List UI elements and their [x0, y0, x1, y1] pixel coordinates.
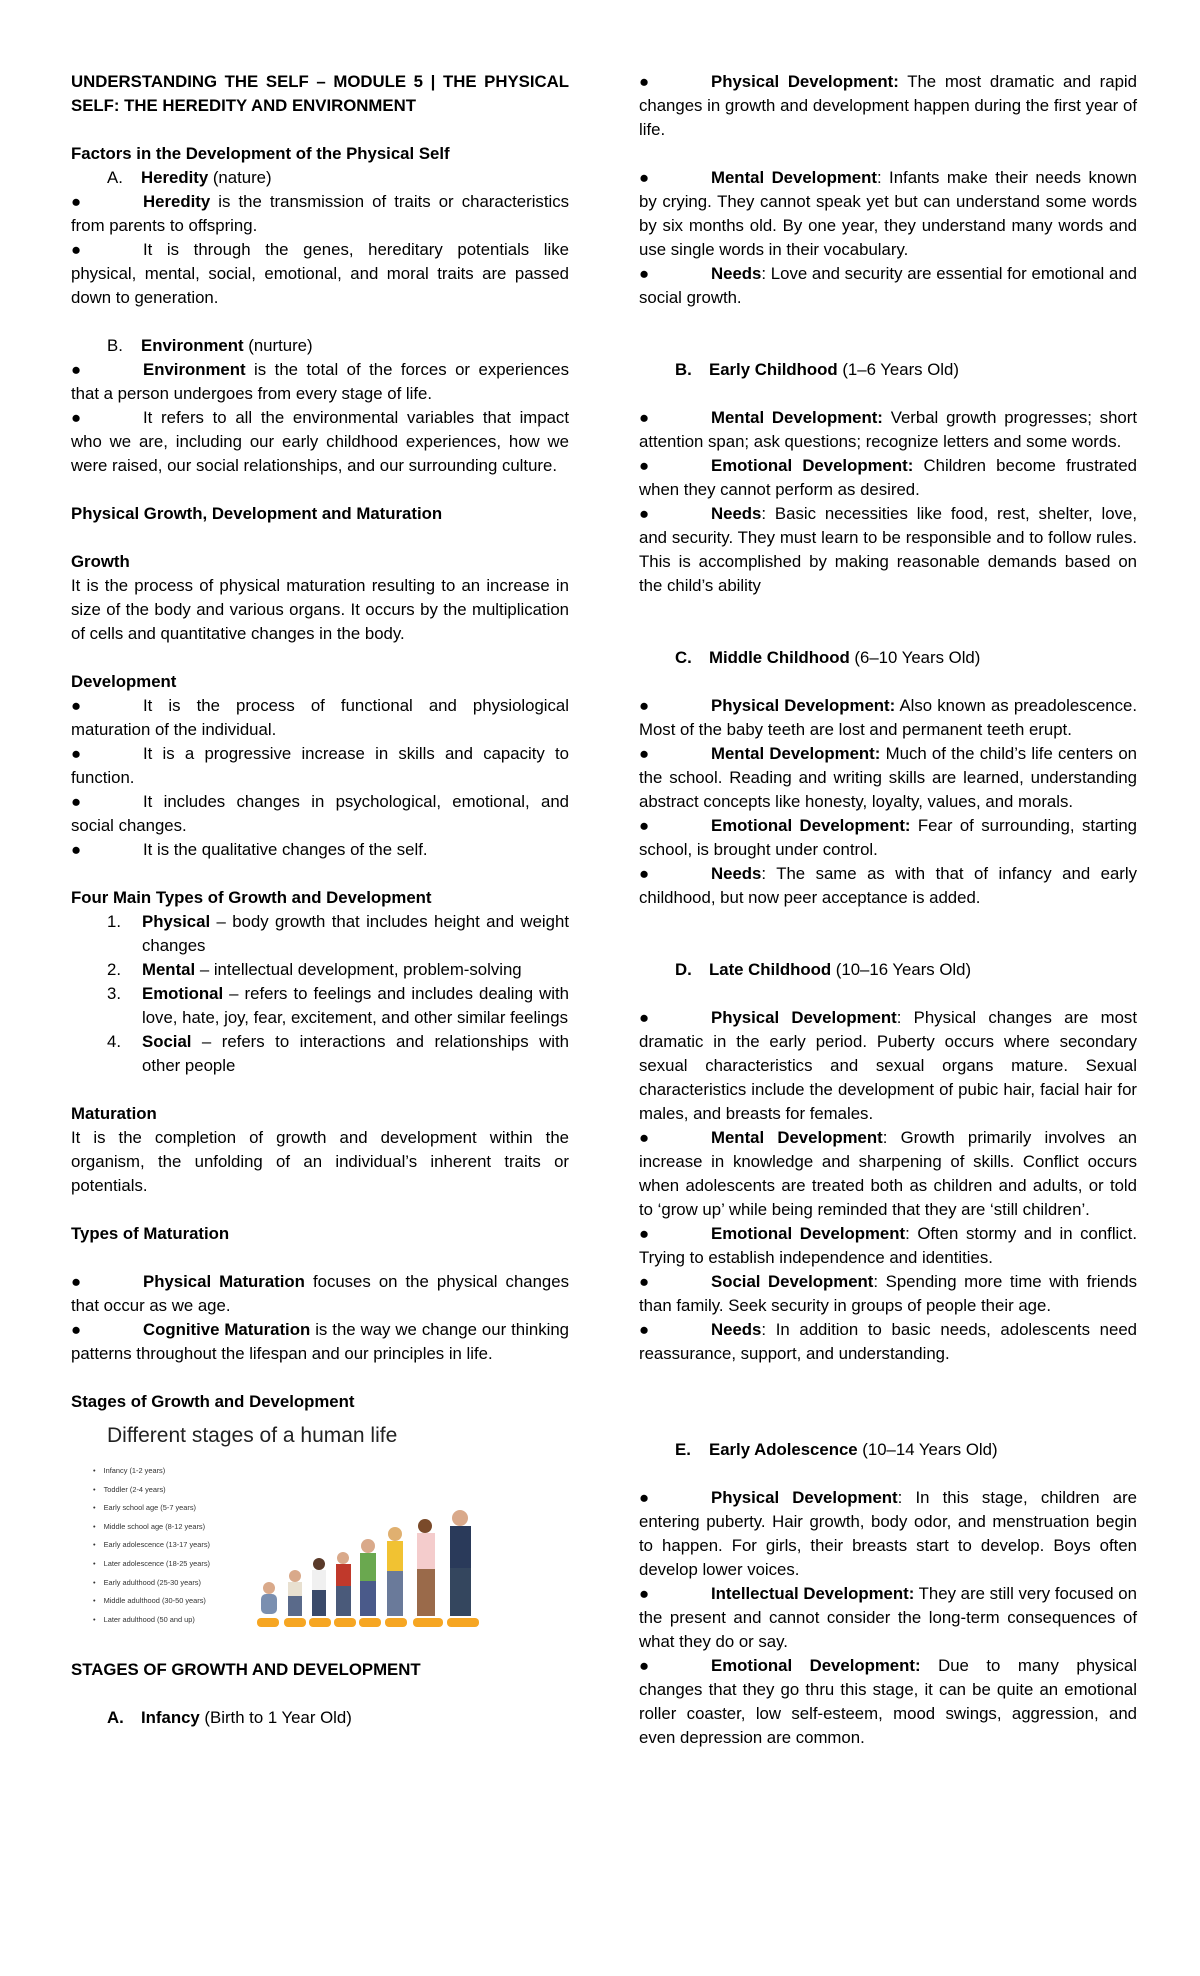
figure-child-red [336, 1552, 351, 1616]
development-bullet-4: ● It is the qualitative changes of the self. [71, 840, 428, 859]
figure-adult-man [450, 1510, 471, 1616]
list-item: 2. Mental – intellectual development, problem-solving [107, 960, 522, 979]
pgdm-heading: Physical Growth, Development and Maturation [71, 504, 443, 523]
early-childhood-emotional: ● Emotional Development: Children become frustrated when they cannot perform as desired. [639, 456, 1137, 499]
types-maturation-heading: Types of Maturation [71, 1224, 230, 1243]
list-item: • Toddler (2-4 years) [93, 1481, 210, 1500]
list-item: • Early adolescence (13-17 years) [93, 1536, 210, 1555]
list-item: • Later adulthood (50 and up) [93, 1611, 210, 1630]
document-title: UNDERSTANDING THE SELF – MODULE 5 | THE PHYSICAL SELF: THE HEREDITY AND ENVIRONMENT [71, 72, 569, 115]
figure-title: Different stages of a human life [107, 1424, 398, 1447]
list-item: • Later adolescence (18-25 years) [93, 1555, 210, 1574]
development-bullet-2: ● It is a progressive increase in skills and capacity to function. [71, 744, 569, 787]
maturation-bullet-2: ● Cognitive Maturation is the way we change our thinking patterns throughout the lifespan and our principles in life. [71, 1320, 569, 1363]
development-bullet-1: ● It is the process of functional and physiological maturation of the individual. [71, 696, 569, 739]
late-childhood-emotional: ● Emotional Development: Often stormy and in conflict. Trying to establish independence and identities. [639, 1224, 1137, 1267]
infancy-needs: ● Needs: Love and security are essential for emotional and social growth. [639, 264, 1137, 307]
early-childhood-needs: ● Needs: Basic necessities like food, rest, shelter, love, and security. They must learn to be responsible and to follow rules. This is accomplished by making reasonable demands based on the child’s ability [639, 504, 1137, 595]
list-item: • Early adulthood (25-30 years) [93, 1574, 210, 1593]
environment-bullet-1: ● Environment is the total of the forces or experiences that a person undergoes from every stage of life. [71, 360, 569, 403]
early-adolescence-emotional: ● Emotional Development: Due to many physical changes that they go thru this stage, it can be quite an emotional roller coaster, low self-esteem, mood swings, aggression, and even depression are common. [639, 1656, 1137, 1747]
list-item: • Infancy (1-2 years) [93, 1462, 210, 1481]
infancy-physical: ● Physical Development: The most dramatic and rapid changes in growth and development happen during the first year of life. [639, 72, 1137, 139]
figure-child [312, 1558, 326, 1616]
age-label-strip [257, 1618, 479, 1627]
four-types-list [71, 910, 569, 1078]
late-childhood-heading: D. Late Childhood (10–16 Years Old) [675, 960, 972, 979]
stages-heading-caps: STAGES OF GROWTH AND DEVELOPMENT [71, 1660, 421, 1679]
late-childhood-mental: ● Mental Development: Growth primarily involves an increase in knowledge and sharpening of skills. Conflict occurs when adolescents are treated both as children and adults, or told to ‘grow up’ while being reminded that they are ‘still children’. [639, 1128, 1137, 1219]
middle-childhood-emotional: ● Emotional Development: Fear of surrounding, starting school, is brought under control. [639, 816, 1137, 859]
figure-young-woman [387, 1527, 403, 1616]
growth-heading: Growth [71, 552, 130, 571]
growth-text: It is the process of physical maturation resulting to an increase in size of the body and various organs. It occurs by the multiplication of cells and quantitative changes in the body. [71, 576, 569, 643]
figure-baby [261, 1582, 277, 1614]
environment-heading: B. Environment (nurture) [107, 336, 313, 355]
list-item: 4. Social – refers to interactions and relationships with other people [107, 1032, 569, 1075]
late-childhood-physical: ● Physical Development: Physical changes are most dramatic in the early period. Puberty occurs where secondary sexual characteristics and sexual organs mature. Sexual characteristics include the development of pubic hair, facial hair for males, and breasts for females. [639, 1008, 1137, 1123]
infancy-mental: ● Mental Development: Infants make their needs known by crying. They cannot speak yet but can understand some words by six months old. By one year, they understand many words and use single words in their vocabulary. [639, 168, 1138, 259]
list-item: • Middle school age (8-12 years) [93, 1518, 210, 1537]
early-adolescence-heading: E. Early Adolescence (10–14 Years Old) [675, 1440, 998, 1459]
early-adolescence-physical: ● Physical Development: In this stage, children are entering puberty. Hair growth, body odor, and menstruation begin to happen. For girls, their breasts start to develop. Boys often develop lower voices. [639, 1488, 1138, 1579]
development-bullet-3: ● It includes changes in psychological, emotional, and social changes. [71, 792, 569, 835]
middle-childhood-needs: ● Needs: The same as with that of infancy and early childhood, but now peer acceptance is added. [639, 864, 1137, 907]
heredity-heading: A. Heredity (nature) [107, 168, 272, 187]
heredity-bullet-1: ● Heredity is the transmission of traits or characteristics from parents to offspring. [71, 192, 569, 235]
left-column [71, 70, 569, 1730]
heredity-bullet-2: ● It is through the genes, hereditary potentials like physical, mental, social, emotional, and moral traits are passed down to generation. [71, 240, 569, 307]
list-item: • Early school age (5-7 years) [93, 1499, 210, 1518]
list-item: • Middle adulthood (30-50 years) [93, 1592, 210, 1611]
early-adolescence-intellectual: ● Intellectual Development: They are still very focused on the present and cannot consider the long-term consequences of what they do or say. [639, 1584, 1137, 1651]
maturation-bullet-1: ● Physical Maturation focuses on the physical changes that occur as we age. [71, 1272, 569, 1315]
figure-teen [360, 1539, 376, 1616]
list-item: 1. Physical – body growth that includes height and weight changes [107, 912, 569, 955]
infancy-heading: A. Infancy (Birth to 1 Year Old) [107, 1708, 352, 1727]
figure-toddler [288, 1570, 302, 1616]
early-childhood-heading: B. Early Childhood (1–6 Years Old) [675, 360, 959, 379]
figure-stage-list [93, 1462, 210, 1629]
middle-childhood-mental: ● Mental Development: Much of the child’s life centers on the school. Reading and writing skills are learned, understanding abstract concepts like honesty, loyalty, values, and morals. [639, 744, 1137, 811]
maturation-text: It is the completion of growth and development within the organism, the unfolding of an individual’s inherent traits or potentials. [71, 1128, 569, 1195]
maturation-heading: Maturation [71, 1104, 157, 1123]
environment-bullet-2: ● It refers to all the environmental variables that impact who we are, including our early childhood experiences, how we were raised, our social relationships, and our surrounding culture. [71, 408, 569, 475]
stages-figure [75, 1420, 505, 1644]
list-item: 3. Emotional – refers to feelings and includes dealing with love, hate, joy, fear, excitement, and other similar feelings [107, 984, 569, 1027]
stages-heading: Stages of Growth and Development [71, 1392, 355, 1411]
middle-childhood-physical: ● Physical Development: Also known as preadolescence. Most of the baby teeth are lost and permanent teeth erupt. [639, 696, 1137, 739]
figure-adult-woman [417, 1519, 435, 1616]
development-heading: Development [71, 672, 177, 691]
middle-childhood-heading: C. Middle Childhood (6–10 Years Old) [675, 648, 981, 667]
late-childhood-social: ● Social Development: Spending more time with friends than family. Seek security in groups of people their age. [639, 1272, 1137, 1315]
early-childhood-mental: ● Mental Development: Verbal growth progresses; short attention span; ask questions; recognize letters and some words. [639, 408, 1137, 451]
people-illustration [255, 1460, 505, 1630]
four-types-heading: Four Main Types of Growth and Development [71, 888, 432, 907]
late-childhood-needs: ● Needs: In addition to basic needs, adolescents need reassurance, support, and understanding. [639, 1320, 1137, 1363]
factors-heading: Factors in the Development of the Physical Self [71, 144, 450, 163]
right-column [639, 70, 1137, 1750]
